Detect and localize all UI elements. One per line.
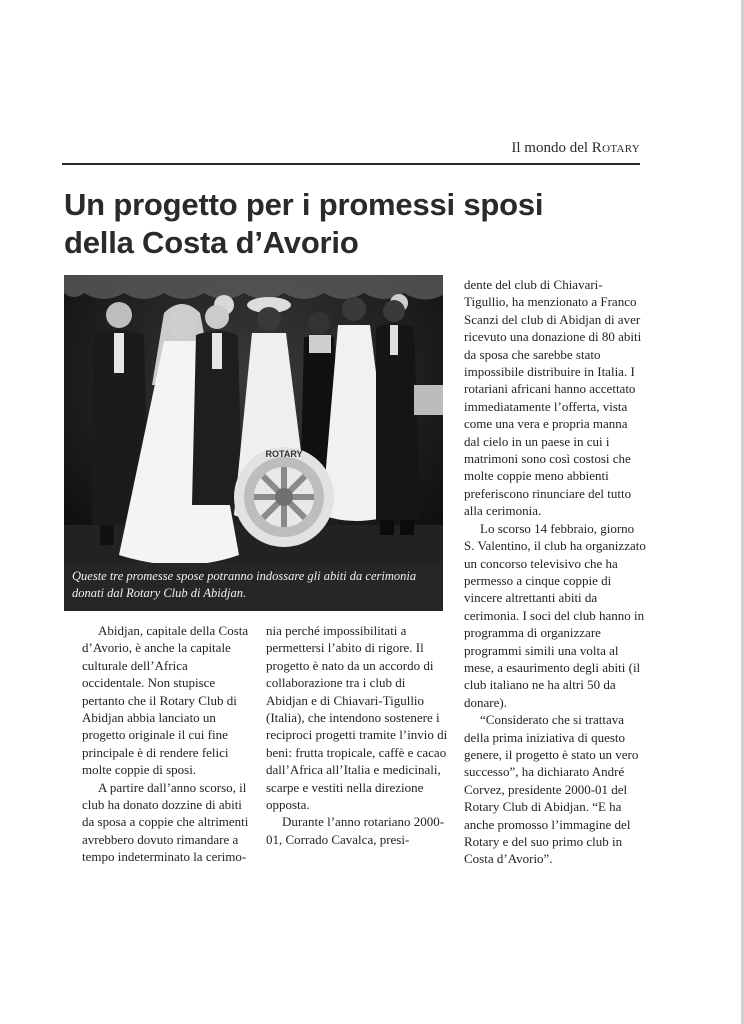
paragraph: Lo scorso 14 febbraio, giorno S. Valentino, il club ha organizzato un concorso televisivo che ha permesso a cinque coppie di vincere altrettanti abiti da cerimonia. I soci del club hanno in programma di organizzare programmi simili una volta al mese, a esaurimento degli abiti (il club italiano ne ha altri 50 da donare). [464,520,646,710]
section-brand: Rotary [591,140,640,156]
article-column-1 [82,622,250,866]
paragraph: “Considerato che si trattava della prima iniziativa di questo genere, il progetto è stato un vero successo”, ha dichiarato André Corvez, presidente 2000-01 del Rotary Club di Abidjan. “E ha anche promosso l’immagine del Rotary e del suo primo club in Costa d’Avorio”. [464,712,639,867]
article-title [64,186,664,262]
rotary-sign-text: ROTARY [265,449,303,459]
paragraph: Durante l’anno rotariano 2000-01, Corrado Cavalca, presi- [266,814,445,847]
article-column-3 [464,276,646,868]
paragraph: A partire dall’anno scorso, il club ha donato dozzine di abiti da sposa a coppie che altrimenti avrebbero dovuto rimandare a tempo indeterminato la cerimo- [82,779,249,865]
running-head [62,140,640,157]
header-rule [62,163,640,165]
caption-line-1: Queste tre promesse spose potranno indossare gli abiti da cerimonia [72,569,417,583]
title-line-1: Un progetto per i promessi sposi [64,187,544,222]
photo-caption [64,563,443,611]
paragraph: nia perché impossibilitati a permettersi l’abito di rigore. Il progetto è nato da un accordo di collaborazione tra i club di Abidjan e di Chiavari-Tigullio (Italia), che intendono sostenere i reciproci progetti tramite l’invio di beni: frutta tropicale, caffè e cacao dall’Africa all’Italia e medicinali, scarpe e vestiti nella direzione opposta. [266,623,448,813]
wedding-photo [64,275,443,611]
paragraph: Abidjan, capitale della Costa d’Avorio, è anche la capitale culturale dell’Africa occidentale. Non stupisce pertanto che il Rotary Club di Abidjan abbia lanciato un progetto originale il cui fine principale è di rendere felici molte coppie di sposi. [82,623,249,778]
paragraph: dente del club di Chiavari-Tigullio, ha menzionato a Franco Scanzi del club di Abidjan di aver ricevuto una donazione di 80 abiti da sposa che sarebbe stato impossibile distribuire in Italia. I rotariani africani hanno accettato immediatamente l’offerta, vista come una vera e propria manna dal cielo in un paese in cui i matrimoni sono così costosi che molte coppie meno abbienti preferiscono rinunciare del tutto alla cerimonia. [464,277,642,519]
title-line-2: della Costa d’Avorio [64,225,359,260]
caption-line-2: donati dal Rotary Club di Abidjan. [72,586,247,600]
section-prefix: Il mondo del [511,140,589,156]
article-column-2 [266,622,448,848]
